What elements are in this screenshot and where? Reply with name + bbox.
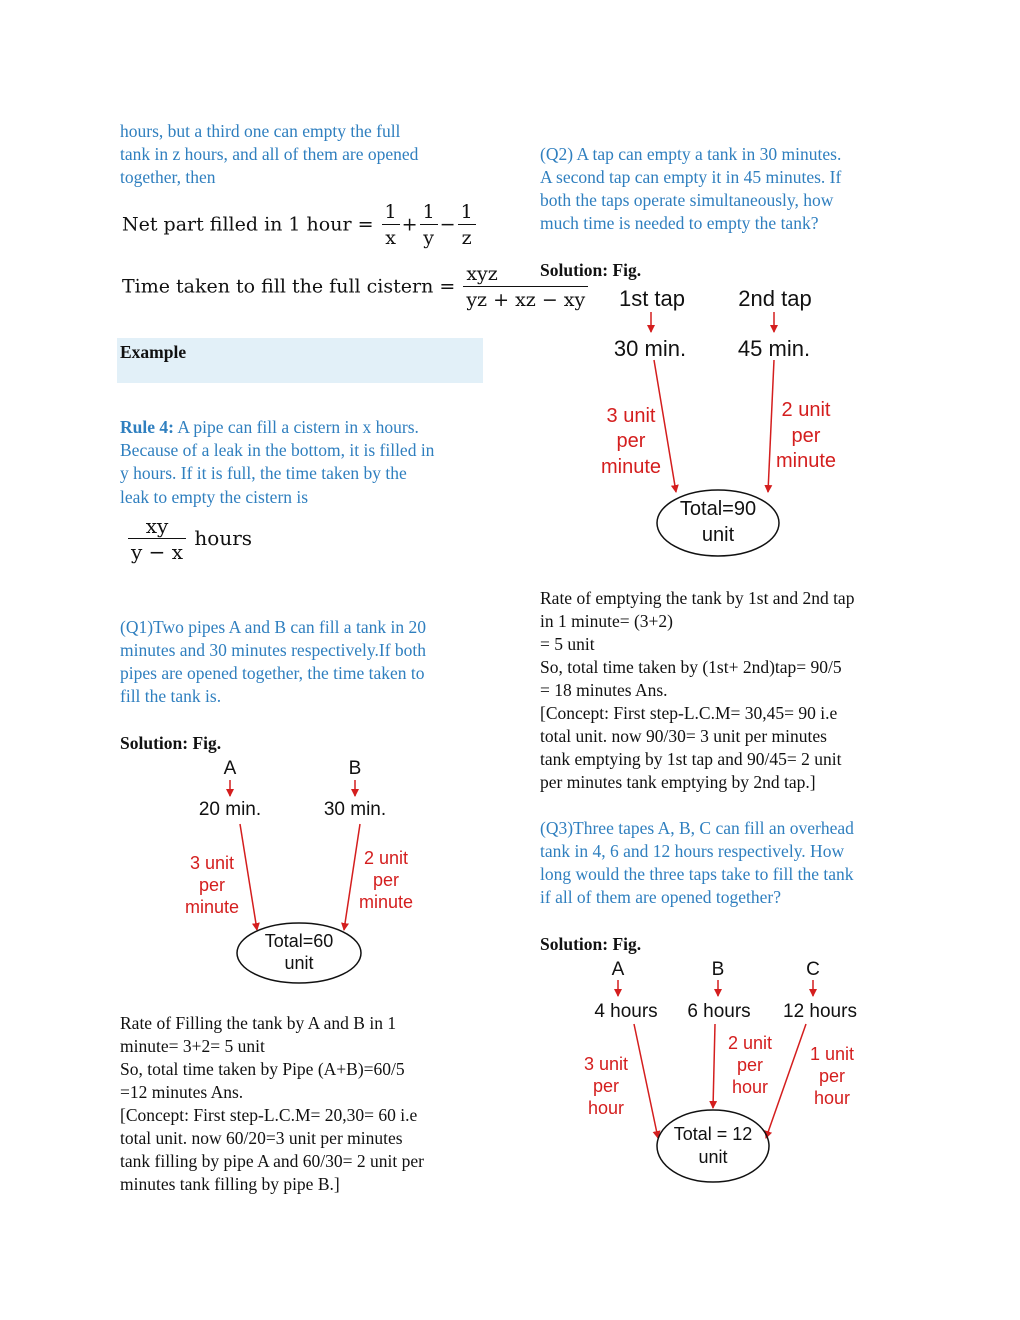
q1-answer-8: minutes tank filling by pipe B.] xyxy=(120,1174,340,1194)
time-taken-fraction: $\frac{\text{xyz}}{yz + xz - xy}$ xyxy=(463,262,588,313)
q3-line-1: (Q3)Three tapes A, B, C can fill an overhead xyxy=(540,818,854,838)
fraction-1-over-y: $\frac{1}{y}$ xyxy=(420,200,438,251)
q2-rate-2-1: 2 unit xyxy=(781,399,831,421)
q1-answer-6: total unit. now 60/20=3 unit per minutes xyxy=(120,1128,403,1148)
q1-answer-4: =12 minutes Ans. xyxy=(120,1082,244,1102)
net-part-label: Net part filled in 1 hour = xyxy=(122,213,374,236)
rule4-line-1: Rule 4: A pipe can fill a cistern in x hours. xyxy=(120,417,419,437)
rule4-formula xyxy=(126,514,252,565)
q3-solution-label: Solution: Fig. xyxy=(540,934,642,954)
q2-solution-label: Solution: Fig. xyxy=(540,260,642,280)
q1-line-3: pipes are opened together, the time taken to xyxy=(120,663,425,683)
rule4-line-3: y hours. If it is full, the time taken by the xyxy=(120,463,407,483)
time-taken-formula-clip xyxy=(122,262,586,326)
q1-total-line-2: unit xyxy=(284,953,314,973)
minus-sign: − xyxy=(439,213,456,236)
q3-line-2: tank in 4, 6 and 12 hours respectively. How xyxy=(540,841,845,861)
q1-rate-b-2: per xyxy=(372,870,400,890)
q1-arrow-a-total xyxy=(240,824,257,930)
q2-rate-2-2: per xyxy=(791,425,821,447)
q1-rate-a-1: 3 unit xyxy=(189,853,235,873)
q3-figure xyxy=(570,952,880,1197)
net-part-formula xyxy=(122,200,478,251)
q2-rate-1-1: 3 unit xyxy=(606,405,656,427)
q3-total-line-2: unit xyxy=(698,1147,728,1167)
q1-source-a-time: 20 min. xyxy=(198,799,262,820)
q2-answer-5: = 18 minutes Ans. xyxy=(540,680,668,700)
q1-answer-5: [Concept: First step-L.C.M= 20,30= 60 i.e xyxy=(120,1105,418,1125)
q3-rate-b-3: hour xyxy=(731,1077,769,1097)
q3-source-c-name: C xyxy=(806,959,820,980)
rule4-line-4: leak to empty the cistern is xyxy=(120,487,309,507)
intro-line-2: tank in z hours, and all of them are opened xyxy=(120,144,419,164)
q3-total-ellipse xyxy=(657,1110,769,1182)
q2-line-2: A second tap can empty it in 45 minutes. If xyxy=(540,167,842,187)
q3-rate-c-3: hour xyxy=(813,1088,851,1108)
q2-rate-2-3: minute xyxy=(775,450,837,472)
q3-arrow-a-total xyxy=(634,1024,658,1138)
q3-rate-a-1: 3 unit xyxy=(583,1054,629,1074)
intro-line-3: together, then xyxy=(120,167,216,187)
q1-rate-b-1: 2 unit xyxy=(363,848,409,868)
q2-answer-2: in 1 minute= (3+2) xyxy=(540,611,673,631)
q3-source-a-name: A xyxy=(611,959,625,980)
q3-total-line-1: Total = 12 xyxy=(673,1124,753,1144)
q1-line-4: fill the tank is. xyxy=(120,686,222,706)
q2-source-1-name: 1st tap xyxy=(618,286,686,311)
rule4-lead: Rule 4: xyxy=(120,417,174,437)
fraction-1-over-x: $\frac{1}{x}$ xyxy=(382,200,400,251)
q2-source-1-time: 30 min. xyxy=(613,336,687,361)
q1-line-1: (Q1)Two pipes A and B can fill a tank in 20 xyxy=(120,617,426,637)
fraction-1-over-z: $\frac{1}{z}$ xyxy=(458,200,476,251)
rule4-unit: hours xyxy=(194,526,253,550)
q3-rate-a-2: per xyxy=(592,1076,620,1096)
time-taken-label: Time taken to fill the full cistern = xyxy=(122,275,456,298)
q1-answer-3: So, total time taken by Pipe (A+B)=60/5 xyxy=(120,1059,405,1079)
q2-rate-1-3: minute xyxy=(600,456,662,478)
q3-rate-b-1: 2 unit xyxy=(727,1033,773,1053)
q3-source-b-time: 6 hours xyxy=(687,1001,751,1022)
q3-rate-a-3: hour xyxy=(587,1098,625,1118)
q1-arrow-b-total xyxy=(344,824,360,930)
q1-figure xyxy=(160,752,414,992)
q3-rate-c-2: per xyxy=(818,1066,846,1086)
q1-rate-a-2: per xyxy=(198,875,226,895)
q1-source-b-time: 30 min. xyxy=(323,799,387,820)
q2-rate-1-2: per xyxy=(616,430,646,452)
rule4-line-2: Because of a leak in the bottom, it is filled in xyxy=(120,440,435,460)
q1-rate-b-3: minute xyxy=(358,892,414,912)
plus-sign: + xyxy=(401,213,418,236)
example-heading: Example xyxy=(120,342,187,362)
q3-line-4: if all of them are opened together? xyxy=(540,887,782,907)
rule4-fraction: $\frac{xy}{y - x}$ xyxy=(128,514,186,565)
q1-rate-a-3: minute xyxy=(184,897,240,917)
q2-answer-8: tank emptying by 1st tap and 90/45= 2 unit xyxy=(540,749,842,769)
q1-answer-7: tank filling by pipe A and 60/30= 2 unit per xyxy=(120,1151,424,1171)
q2-source-2-time: 45 min. xyxy=(737,336,811,361)
q3-source-c-time: 12 hours xyxy=(783,1001,857,1022)
q3-source-a-time: 4 hours xyxy=(594,1001,658,1022)
q3-arrow-b-total xyxy=(713,1024,715,1108)
q1-answer-2: minute= 3+2= 5 unit xyxy=(120,1036,265,1056)
q2-answer-3: = 5 unit xyxy=(540,634,595,654)
q2-answer-1: Rate of emptying the tank by 1st and 2nd tap xyxy=(540,588,855,608)
q1-total-line-1: Total=60 xyxy=(264,931,334,951)
q2-line-1: (Q2) A tap can empty a tank in 30 minutes. xyxy=(540,144,842,164)
q1-answer-1: Rate of Filling the tank by A and B in 1 xyxy=(120,1013,397,1033)
q2-total-line-2: unit xyxy=(701,524,735,546)
q2-line-3: both the taps operate simultaneously, how xyxy=(540,190,834,210)
q3-line-3: long would the three taps take to fill the tank xyxy=(540,864,854,884)
q2-answer-6: [Concept: First step-L.C.M= 30,45= 90 i.e xyxy=(540,703,838,723)
intro-line-1: hours, but a third one can empty the full xyxy=(120,121,401,141)
q2-source-2-name: 2nd tap xyxy=(738,286,812,311)
q2-arrow-2-total xyxy=(768,360,774,492)
q3-rate-b-2: per xyxy=(736,1055,764,1075)
q1-source-a-name: A xyxy=(223,758,237,779)
q1-line-2: minutes and 30 minutes respectively.If both xyxy=(120,640,427,660)
q2-answer-4: So, total time taken by (1st+ 2nd)tap= 90/5 xyxy=(540,657,842,677)
q1-source-b-name: B xyxy=(348,758,362,779)
q2-answer-7: total unit. now 90/30= 3 unit per minutes xyxy=(540,726,827,746)
q2-figure xyxy=(585,280,855,565)
q2-total-line-1: Total=90 xyxy=(679,498,757,520)
q2-answer-9: per minutes tank emptying by 2nd tap.] xyxy=(540,772,816,792)
q3-source-b-name: B xyxy=(711,959,725,980)
q3-rate-c-1: 1 unit xyxy=(809,1044,855,1064)
q2-line-4: much time is needed to empty the tank? xyxy=(540,213,819,233)
time-taken-formula xyxy=(122,262,586,313)
q1-solution-label: Solution: Fig. xyxy=(120,733,222,753)
